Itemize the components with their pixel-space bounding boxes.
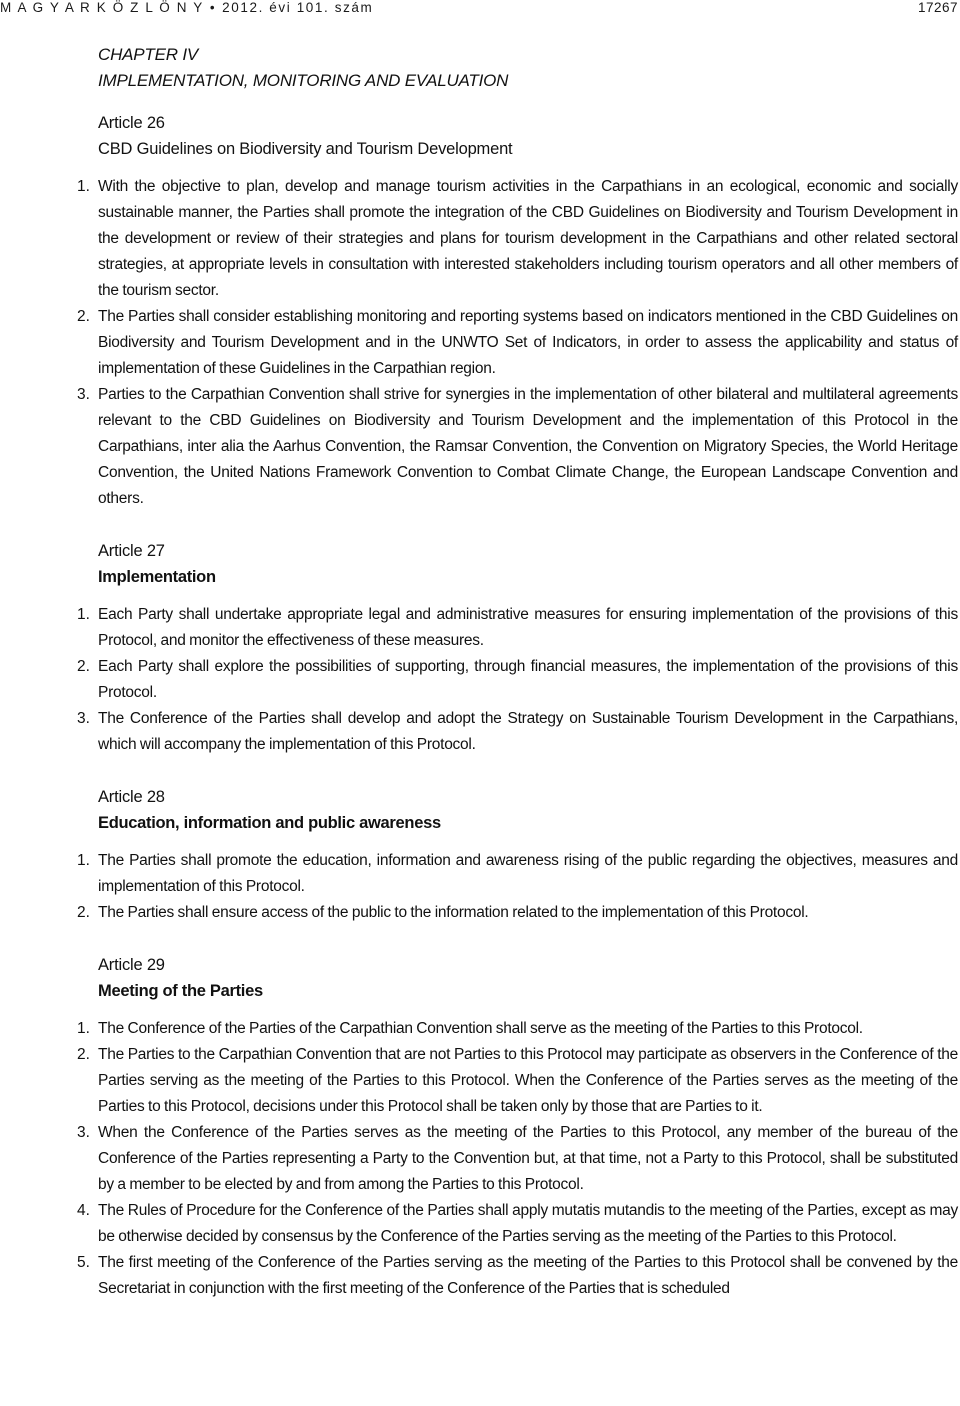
article-paragraph — [0, 602, 960, 654]
article-paragraph — [0, 706, 960, 758]
paragraph-number: 1. — [77, 1020, 90, 1037]
paragraph-number: 3. — [77, 710, 90, 727]
article-paragraph — [0, 1042, 960, 1120]
paragraph-text: Each Party shall undertake appropriate legal and administrative measures for ensuring implementation of the provisions of this Protocol, and monitor the effectiveness of these measures. — [98, 606, 958, 649]
paragraph-number: 2. — [77, 1046, 90, 1063]
chapter-title: IMPLEMENTATION, MONITORING AND EVALUATION — [98, 71, 509, 90]
paragraph-text: The first meeting of the Conference of the Parties serving as the meeting of the Parties to this Protocol shall be convened by the Secretariat in conjunction with the first meeting of the Conference of the Parties that is scheduled — [98, 1254, 958, 1297]
article-paragraph — [0, 1120, 960, 1198]
article-26 — [0, 110, 960, 512]
paragraph-number: 2. — [77, 658, 90, 675]
article-paragraph — [0, 654, 960, 706]
article-paragraph — [0, 848, 960, 900]
paragraph-number: 1. — [77, 852, 90, 869]
article-paragraph — [0, 900, 960, 926]
document-body — [0, 42, 960, 1302]
article-heading: Article 28 — [98, 788, 165, 806]
article-title: Meeting of the Parties — [98, 982, 263, 1000]
chapter-label: CHAPTER IV — [98, 45, 199, 64]
bullet-icon: • — [209, 0, 217, 15]
article-paragraph — [0, 1016, 960, 1042]
article-heading: Article 29 — [98, 956, 165, 974]
article-heading: Article 26 — [98, 114, 165, 132]
paragraph-text: The Parties shall ensure access of the public to the information related to the implementation of this Protocol. — [98, 904, 809, 921]
paragraph-text: The Conference of the Parties shall develop and adopt the Strategy on Sustainable Tourism Development in the Carpathians, which will accompany the implementation of this Protocol. — [98, 710, 958, 753]
article-heading: Article 27 — [98, 542, 165, 560]
paragraph-text: The Parties shall consider establishing monitoring and reporting systems based on indicators mentioned in the CBD Guidelines on Biodiversity and Tourism Development and in the UNWTO Set of Indicators, in order to assess the applicability and status of implementation of these Guidelines in the Carpathian region. — [98, 308, 958, 377]
article-paragraph — [0, 174, 960, 304]
paragraph-number: 1. — [77, 178, 90, 195]
article-29 — [0, 952, 960, 1302]
paragraph-number: 3. — [77, 386, 90, 403]
page-number: 17267 — [917, 0, 958, 15]
header-left — [0, 0, 373, 15]
paragraph-text: Parties to the Carpathian Convention shall strive for synergies in the implementation of other bilateral and multilateral agreements relevant to the CBD Guidelines on Biodiversity and Tourism Development and the implementation of this Protocol in the Carpathians, inter alia the Aarhus Convention, the Ramsar Convention, the Convention on Migratory Species, the World Heritage Convention, the United Nations Framework Convention to Combat Climate Change, the European Landscape Convention and others. — [98, 386, 958, 507]
paragraph-number: 1. — [77, 606, 90, 623]
paragraph-text: Each Party shall explore the possibilities of supporting, through financial measures, the implementation of the provisions of this Protocol. — [98, 658, 958, 701]
paragraph-number: 3. — [77, 1124, 90, 1141]
article-paragraph — [0, 1198, 960, 1250]
article-title: CBD Guidelines on Biodiversity and Tourism Development — [98, 140, 513, 158]
article-27 — [0, 538, 960, 758]
article-title: Implementation — [98, 568, 216, 586]
paragraph-number: 5. — [77, 1254, 90, 1271]
paragraph-text: The Rules of Procedure for the Conference of the Parties shall apply mutatis mutandis to the meeting of the Parties, except as may be otherwise decided by consensus by the Conference of the Parties serving as the meeting of the Parties to this Protocol. — [98, 1202, 958, 1245]
paragraph-text: The Conference of the Parties of the Carpathian Convention shall serve as the meeting of the Parties to this Protocol. — [98, 1020, 863, 1037]
paragraph-text: With the objective to plan, develop and manage tourism activities in the Carpathians in an ecological, economic and socially sustainable manner, the Parties shall promote the integration of the CBD Guidelines on Biodiversity and Tourism Development in the development or review of their strategies and plans for tourism development in the Carpathians and other related sectoral strategies, at appropriate levels in consultation with interested stakeholders including tourism operators and all other members of the tourism sector. — [98, 178, 958, 299]
paragraph-text: When the Conference of the Parties serves as the meeting of the Parties to this Protocol, any member of the bureau of the Conference of the Parties representing a Party to the Convention but, at that time, not a Party to this Protocol, shall be substituted by a member to be elected by and from among the Parties to this Protocol. — [98, 1124, 958, 1193]
paragraph-number: 2. — [77, 904, 90, 921]
issue-label: 2012. évi 101. szám — [222, 0, 374, 15]
article-title: Education, information and public awareness — [98, 814, 441, 832]
article-paragraph — [0, 304, 960, 382]
paragraph-number: 4. — [77, 1202, 90, 1219]
article-paragraph — [0, 382, 960, 512]
page-header — [0, 0, 960, 22]
article-28 — [0, 784, 960, 926]
article-paragraph — [0, 1250, 960, 1302]
paragraph-text: The Parties to the Carpathian Convention that are not Parties to this Protocol may participate as observers in the Conference of the Parties serving as the meeting of the Parties to this Protocol. When the Conference of the Parties serves as the meeting of the Parties to this Protocol, decisions under this Protocol shall be taken only by those that are Parties to it. — [98, 1046, 958, 1115]
publication-name: M A G Y A R K Ö Z L Ö N Y — [0, 0, 204, 15]
paragraph-number: 2. — [77, 308, 90, 325]
paragraph-text: The Parties shall promote the education, information and awareness rising of the public regarding the objectives, measures and implementation of this Protocol. — [98, 852, 958, 895]
